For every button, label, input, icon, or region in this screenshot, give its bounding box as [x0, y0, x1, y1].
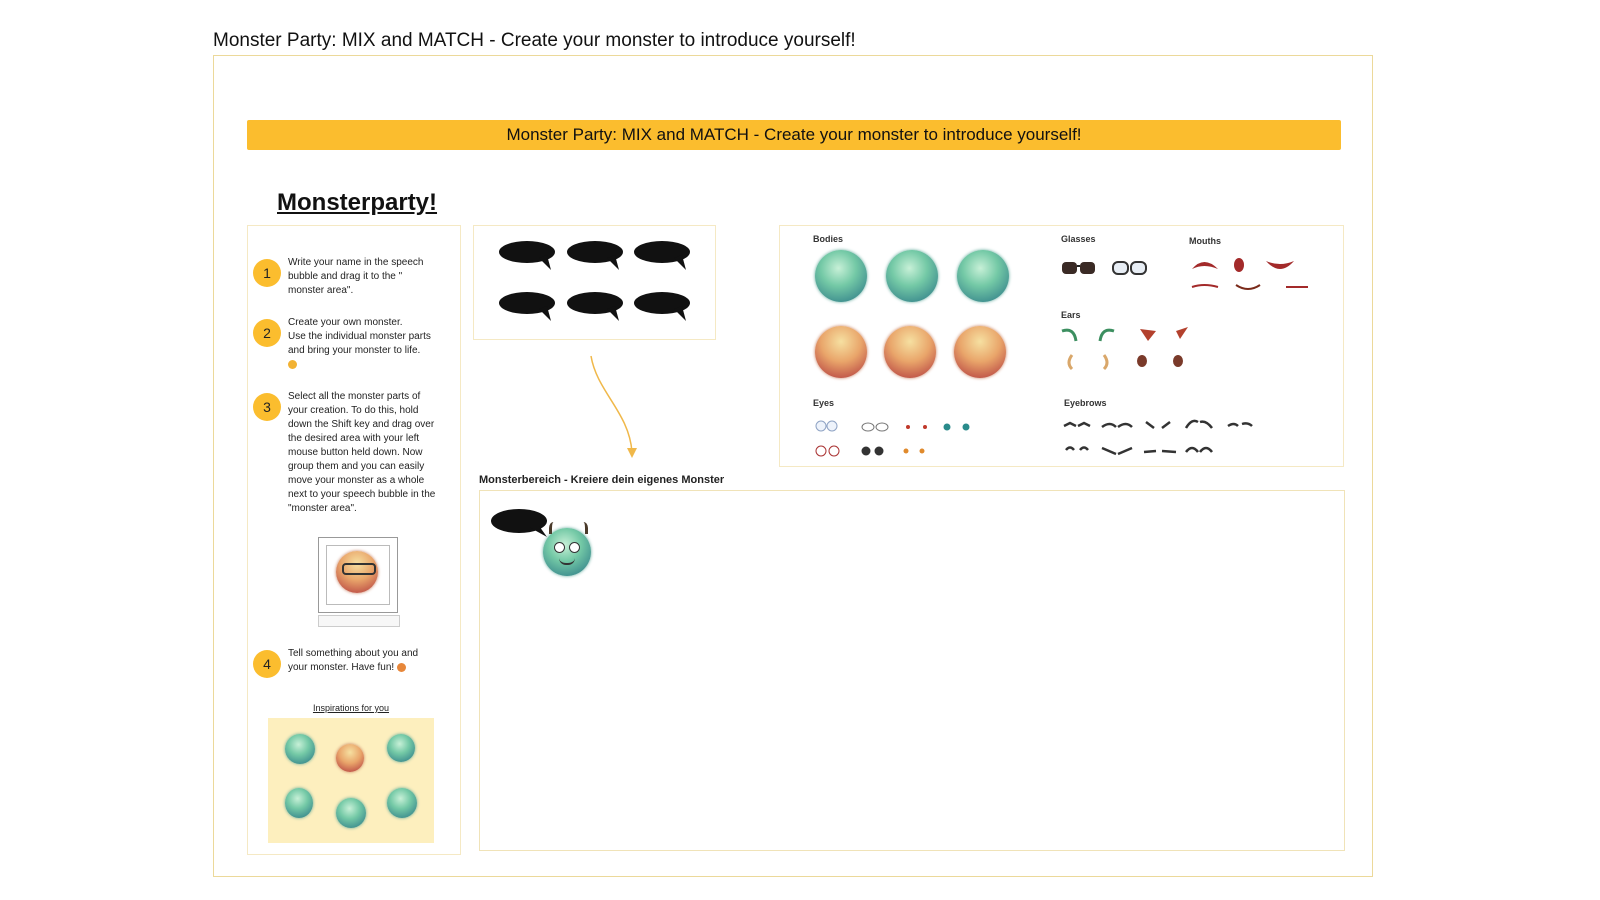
step-4-badge: 4 — [253, 650, 281, 678]
step-3-line: down the Shift key and drag over — [288, 419, 435, 430]
banner-text: Monster Party: MIX and MATCH - Create your monster to introduce yourself! — [506, 125, 1082, 144]
body-part[interactable] — [954, 326, 1006, 378]
placed-monster[interactable] — [539, 520, 597, 580]
step-1-badge: 1 — [253, 259, 281, 287]
monster-area[interactable] — [479, 490, 1345, 851]
arrow-connector[interactable] — [585, 352, 645, 462]
speech-bubbles-svg — [474, 226, 717, 341]
speech-bubble[interactable] — [499, 292, 555, 321]
inspirations-box — [268, 718, 434, 843]
speech-bubble[interactable] — [634, 292, 690, 321]
step-3-line: "monster area". — [288, 503, 357, 514]
monsterparty-heading: Monsterparty! — [277, 189, 438, 216]
glasses-parts[interactable] — [1060, 257, 1160, 279]
step-1-line: bubble and drag it to the " — [288, 271, 403, 282]
party-emoji-icon — [397, 663, 406, 672]
inspirations-label: Inspirations for you — [312, 703, 390, 713]
step-3-line: move your monster as a whole — [288, 475, 425, 486]
inspiration-monster[interactable] — [285, 734, 315, 764]
speech-bubble[interactable] — [634, 241, 690, 270]
body-part[interactable] — [886, 250, 938, 302]
glasses-label: Glasses — [1061, 234, 1096, 244]
ear-parts[interactable] — [1060, 325, 1200, 385]
title-banner[interactable] — [247, 120, 1341, 150]
step-3-text — [288, 390, 453, 516]
step-4-line: Tell something about you and — [288, 648, 419, 659]
smiley-emoji-icon — [288, 360, 297, 369]
mouth-parts[interactable] — [1188, 255, 1318, 295]
inspiration-monster[interactable] — [285, 788, 313, 818]
step-3-line: the desired area with your left — [288, 433, 420, 444]
grouped-monster-illustration — [318, 537, 398, 629]
bodies-label: Bodies — [813, 234, 844, 244]
inspiration-monster[interactable] — [336, 798, 366, 828]
step-3-line: next to your speech bubble in the — [288, 489, 436, 500]
step-3-badge: 3 — [253, 393, 281, 421]
step-2-line: and bring your monster to life. — [288, 345, 421, 356]
step-3-line: mouse button held down. Now — [288, 447, 423, 458]
monster-area-label: Monsterbereich - Kreiere dein eigenes Monster — [479, 474, 725, 486]
step-3-line: group them and you can easily — [288, 461, 425, 472]
eyebrows-label: Eyebrows — [1064, 398, 1107, 408]
body-part[interactable] — [884, 326, 936, 378]
step-3-line: your creation. To do this, hold — [288, 405, 419, 416]
step-4-line: your monster. Have fun! — [288, 662, 395, 673]
page-title: Monster Party: MIX and MATCH - Create your monster to introduce yourself! — [213, 30, 856, 51]
eye-parts[interactable] — [812, 416, 972, 466]
step-1-line: Write your name in the speech — [288, 257, 424, 268]
step-1-line: monster area". — [288, 285, 354, 296]
eyebrow-parts[interactable] — [1062, 418, 1262, 468]
speech-bubble[interactable] — [499, 241, 555, 270]
speech-bubbles-panel — [473, 225, 716, 340]
speech-bubble[interactable] — [567, 292, 623, 321]
step-2-badge: 2 — [253, 319, 281, 347]
inspiration-monster[interactable] — [387, 734, 415, 762]
eyes-label: Eyes — [813, 398, 835, 408]
body-part[interactable] — [815, 250, 867, 302]
step-2-line: Use the individual monster parts — [288, 331, 431, 342]
step-2-line: Create your own monster. — [288, 317, 403, 328]
inspiration-monster[interactable] — [336, 744, 364, 772]
ears-label: Ears — [1061, 310, 1081, 320]
body-part[interactable] — [815, 326, 867, 378]
body-part[interactable] — [957, 250, 1009, 302]
step-4-text — [288, 647, 448, 675]
step-3-line: Select all the monster parts of — [288, 391, 421, 402]
mouths-label: Mouths — [1189, 236, 1221, 246]
step-2-text — [288, 316, 448, 372]
inspiration-monster[interactable] — [387, 788, 417, 818]
step-1-text — [288, 256, 448, 298]
speech-bubble[interactable] — [567, 241, 623, 270]
